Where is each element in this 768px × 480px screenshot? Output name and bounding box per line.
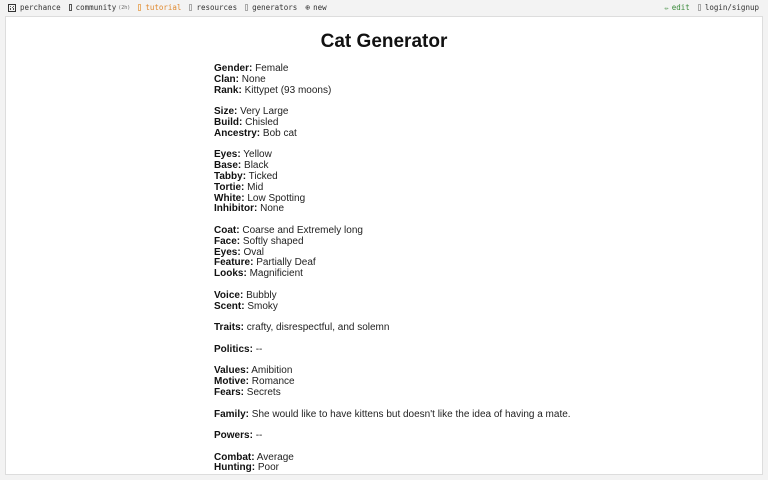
attribute-label: Base: [214,160,242,172]
attribute-label: Voice: [214,289,244,301]
attribute-label: Scent: [214,300,245,312]
attribute-value: Romance [251,376,295,388]
nav-community-label: community [75,3,117,12]
top-nav-right [665,3,759,12]
attribute-row [214,204,571,215]
page-title: Cat Generator [320,31,448,52]
attribute-group [214,226,571,280]
attribute-value: Mid [247,181,264,193]
attribute-label: Build: [214,116,243,128]
attribute-label: Family: [214,408,250,420]
attribute-value: Poor [257,462,279,474]
attribute-label: Eyes: [214,246,241,258]
attribute-row [214,302,571,313]
attribute-row [214,172,571,183]
attribute-value: Female [255,63,289,74]
attribute-value: Low Spotting [247,192,306,204]
attribute-label: Traits: [214,322,245,334]
attribute-value: crafty, disrespectful, and solemn [246,322,390,334]
nav-resources-label: resources [196,3,238,12]
attribute-row [214,129,571,140]
attribute-value: Coarse and Extremely long [242,224,363,236]
attribute-value: Yellow [243,149,272,161]
attribute-row [214,463,571,474]
attribute-row [214,345,571,356]
attribute-label: Coat: [214,224,240,236]
attribute-value: Very Large [240,106,289,118]
attribute-group [214,453,571,475]
attribute-label: Gender: [214,63,253,74]
attribute-row [214,388,571,399]
attribute-row [214,86,571,97]
user-icon [698,4,701,11]
attribute-value: Average [256,451,294,463]
nav-new[interactable] [305,3,326,12]
attribute-group [214,64,571,96]
attribute-group [214,150,571,215]
attribute-value: Ticked [248,170,278,182]
attribute-label: White: [214,192,245,204]
attribute-value: She would like to have kittens but doesn't like the idea of having a mate. [251,408,571,420]
nav-tutorial[interactable] [138,3,181,12]
attribute-value: Partially Deaf [256,257,316,269]
attribute-value: Chisled [245,116,279,128]
attribute-label: Values: [214,365,250,377]
cat-details [214,64,571,475]
attribute-label: Hunting: [214,462,256,474]
nav-new-label: new [313,3,327,12]
attribute-value: Amibition [251,365,293,377]
attribute-label: Politics: [214,343,253,355]
attribute-group [214,366,571,398]
attribute-label: Combat: [214,451,255,463]
attribute-value: Secrets [246,386,281,398]
attribute-value: Bubbly [246,289,277,301]
attribute-group [214,431,571,442]
attribute-label: Inhibitor: [214,203,258,215]
nav-perchance[interactable] [8,3,61,12]
nav-community[interactable] [69,3,131,12]
attribute-row [214,323,571,334]
attribute-label: Clan: [214,73,239,85]
attribute-value: Black [244,160,269,172]
attribute-value: None [260,203,285,215]
chat-icon [69,4,72,11]
attribute-value: -- [255,430,263,442]
attribute-label: Face: [214,235,241,247]
attribute-group [214,410,571,421]
attribute-row [214,269,571,280]
attribute-label: Ancestry: [214,127,261,139]
attribute-label: Eyes: [214,149,241,161]
attribute-group [214,291,571,313]
plus-circle-icon: ⊕ [305,2,311,12]
nav-resources[interactable] [189,3,237,12]
attribute-label: Fears: [214,386,245,398]
generator-output-frame [5,16,763,475]
attribute-group [214,345,571,356]
attribute-label: Motive: [214,376,249,388]
attribute-label: Looks: [214,268,247,280]
attribute-row [214,64,571,75]
attribute-label: Rank: [214,84,242,96]
attribute-value: Smoky [247,300,278,312]
community-badge: (2h) [118,4,131,11]
attribute-label: Tortie: [214,181,245,193]
nav-tutorial-label: tutorial [145,3,182,12]
attribute-label: Tabby: [214,170,247,182]
top-nav-left [8,3,335,12]
book-icon [138,4,141,11]
top-nav-bar [0,0,768,16]
attribute-group [214,323,571,334]
attribute-label: Feature: [214,257,254,269]
attribute-group [214,107,571,139]
nav-generators[interactable] [245,3,297,12]
attribute-value: Bob cat [262,127,297,139]
attribute-value: Magnificient [249,268,303,280]
nav-login-label: login/signup [704,3,759,12]
attribute-row [214,431,571,442]
attribute-value: Oval [243,246,265,258]
attribute-value: -- [255,343,263,355]
pencil-icon: ✏ [664,3,669,12]
attribute-label: Powers: [214,430,253,442]
folder-icon [189,4,192,11]
attribute-value: Softly shaped [242,235,304,247]
nav-generators-label: generators [252,3,298,12]
dice-icon [8,4,16,12]
attribute-row [214,237,571,248]
nav-edit[interactable] [665,3,690,12]
attribute-label: Size: [214,106,238,118]
nav-login[interactable] [698,3,759,12]
list-icon [245,4,248,11]
attribute-row [214,410,571,421]
attribute-value: None [241,73,266,85]
nav-edit-label: edit [671,3,690,12]
attribute-value: Kittypet (93 moons) [244,84,332,96]
nav-perchance-label: perchance [20,3,61,12]
